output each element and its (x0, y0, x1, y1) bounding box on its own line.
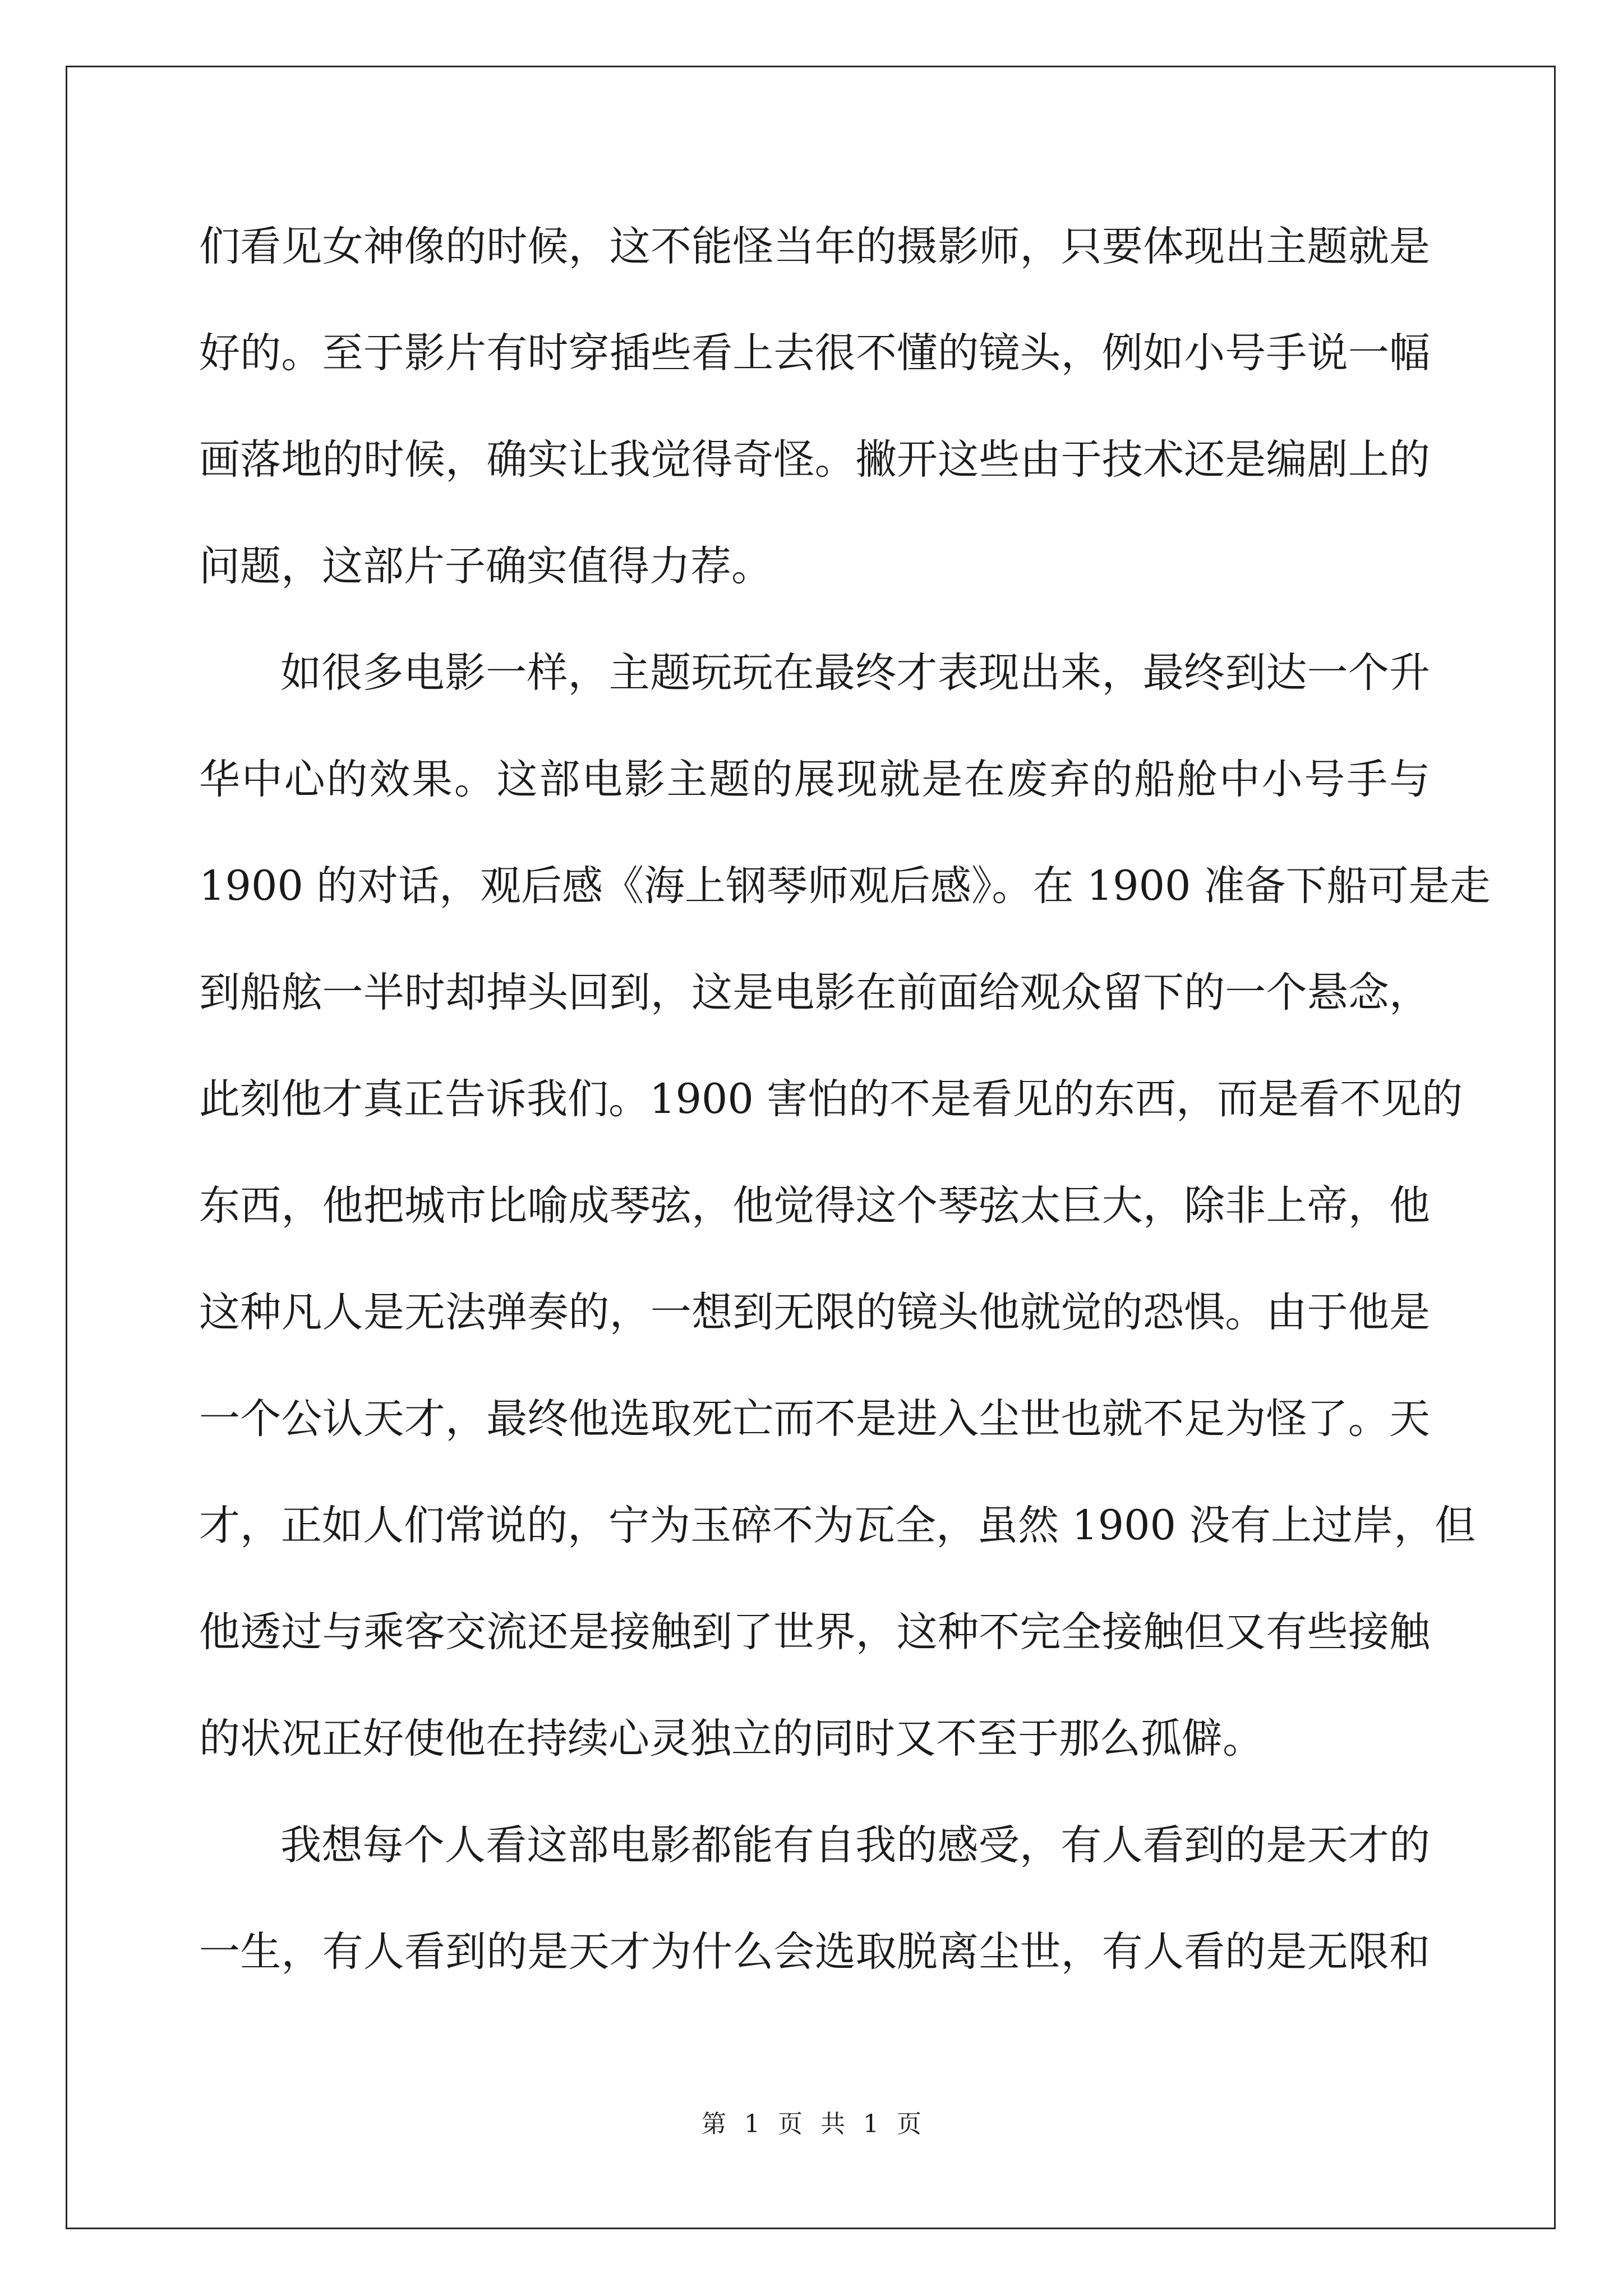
text-line: 好的。至于影片有时穿插些看上去很不懂的镜头，例如小号手说一幅 (199, 329, 1430, 377)
text-line: 这种凡人是无法弹奏的，一想到无限的镜头他就觉的恐惧。由于他是 (199, 1289, 1430, 1336)
text-line: 才，正如人们常说的，宁为玉碎不为瓦全，虽然 1900 没有上过岸，但 (199, 1502, 1476, 1549)
text-line: 我想每个人看这部电影都能有自我的感受，有人看到的是天才的 (280, 1821, 1430, 1869)
text-line: 问题，这部片子确实值得力荐。 (199, 542, 772, 590)
text-line: 一生，有人看到的是天才为什么会选取脱离尘世，有人看的是无限和 (199, 1928, 1430, 1976)
text-line: 1900 的对话，观后感《海上钢琴师观后感》。在 1900 准备下船可是走 (199, 862, 1491, 910)
text-line: 到船舷一半时却掉头回到，这是电影在前面给观众留下的一个悬念， (199, 969, 1430, 1016)
text-line: 他透过与乘客交流还是接触到了世界，这种不完全接触但又有些接触 (199, 1608, 1430, 1656)
text-line: 画落地的时候，确实让我觉得奇怪。撇开这些由于技术还是编剧上的 (199, 436, 1430, 484)
text-line: 们看见女神像的时候，这不能怪当年的摄影师，只要体现出主题就是 (199, 223, 1430, 270)
text-line: 此刻他才真正告诉我们。1900 害怕的不是看见的东西，而是看不见的 (199, 1075, 1463, 1123)
text-line: 如很多电影一样，主题玩玩在最终才表现出来，最终到达一个升 (280, 649, 1430, 697)
page-number-footer: 第 1 页 共 1 页 (702, 2110, 921, 2138)
text-line: 一个公认天才，最终他选取死亡而不是进入尘世也就不足为怪了。天 (199, 1395, 1430, 1443)
text-line: 的状况正好使他在持续心灵独立的同时又不至于那么孤僻。 (199, 1715, 1264, 1763)
text-line: 东西，他把城市比喻成琴弦，他觉得这个琴弦太巨大，除非上帝，他 (199, 1182, 1430, 1230)
text-line: 华中心的效果。这部电影主题的展现就是在废弃的船舱中小号手与 (199, 756, 1430, 803)
